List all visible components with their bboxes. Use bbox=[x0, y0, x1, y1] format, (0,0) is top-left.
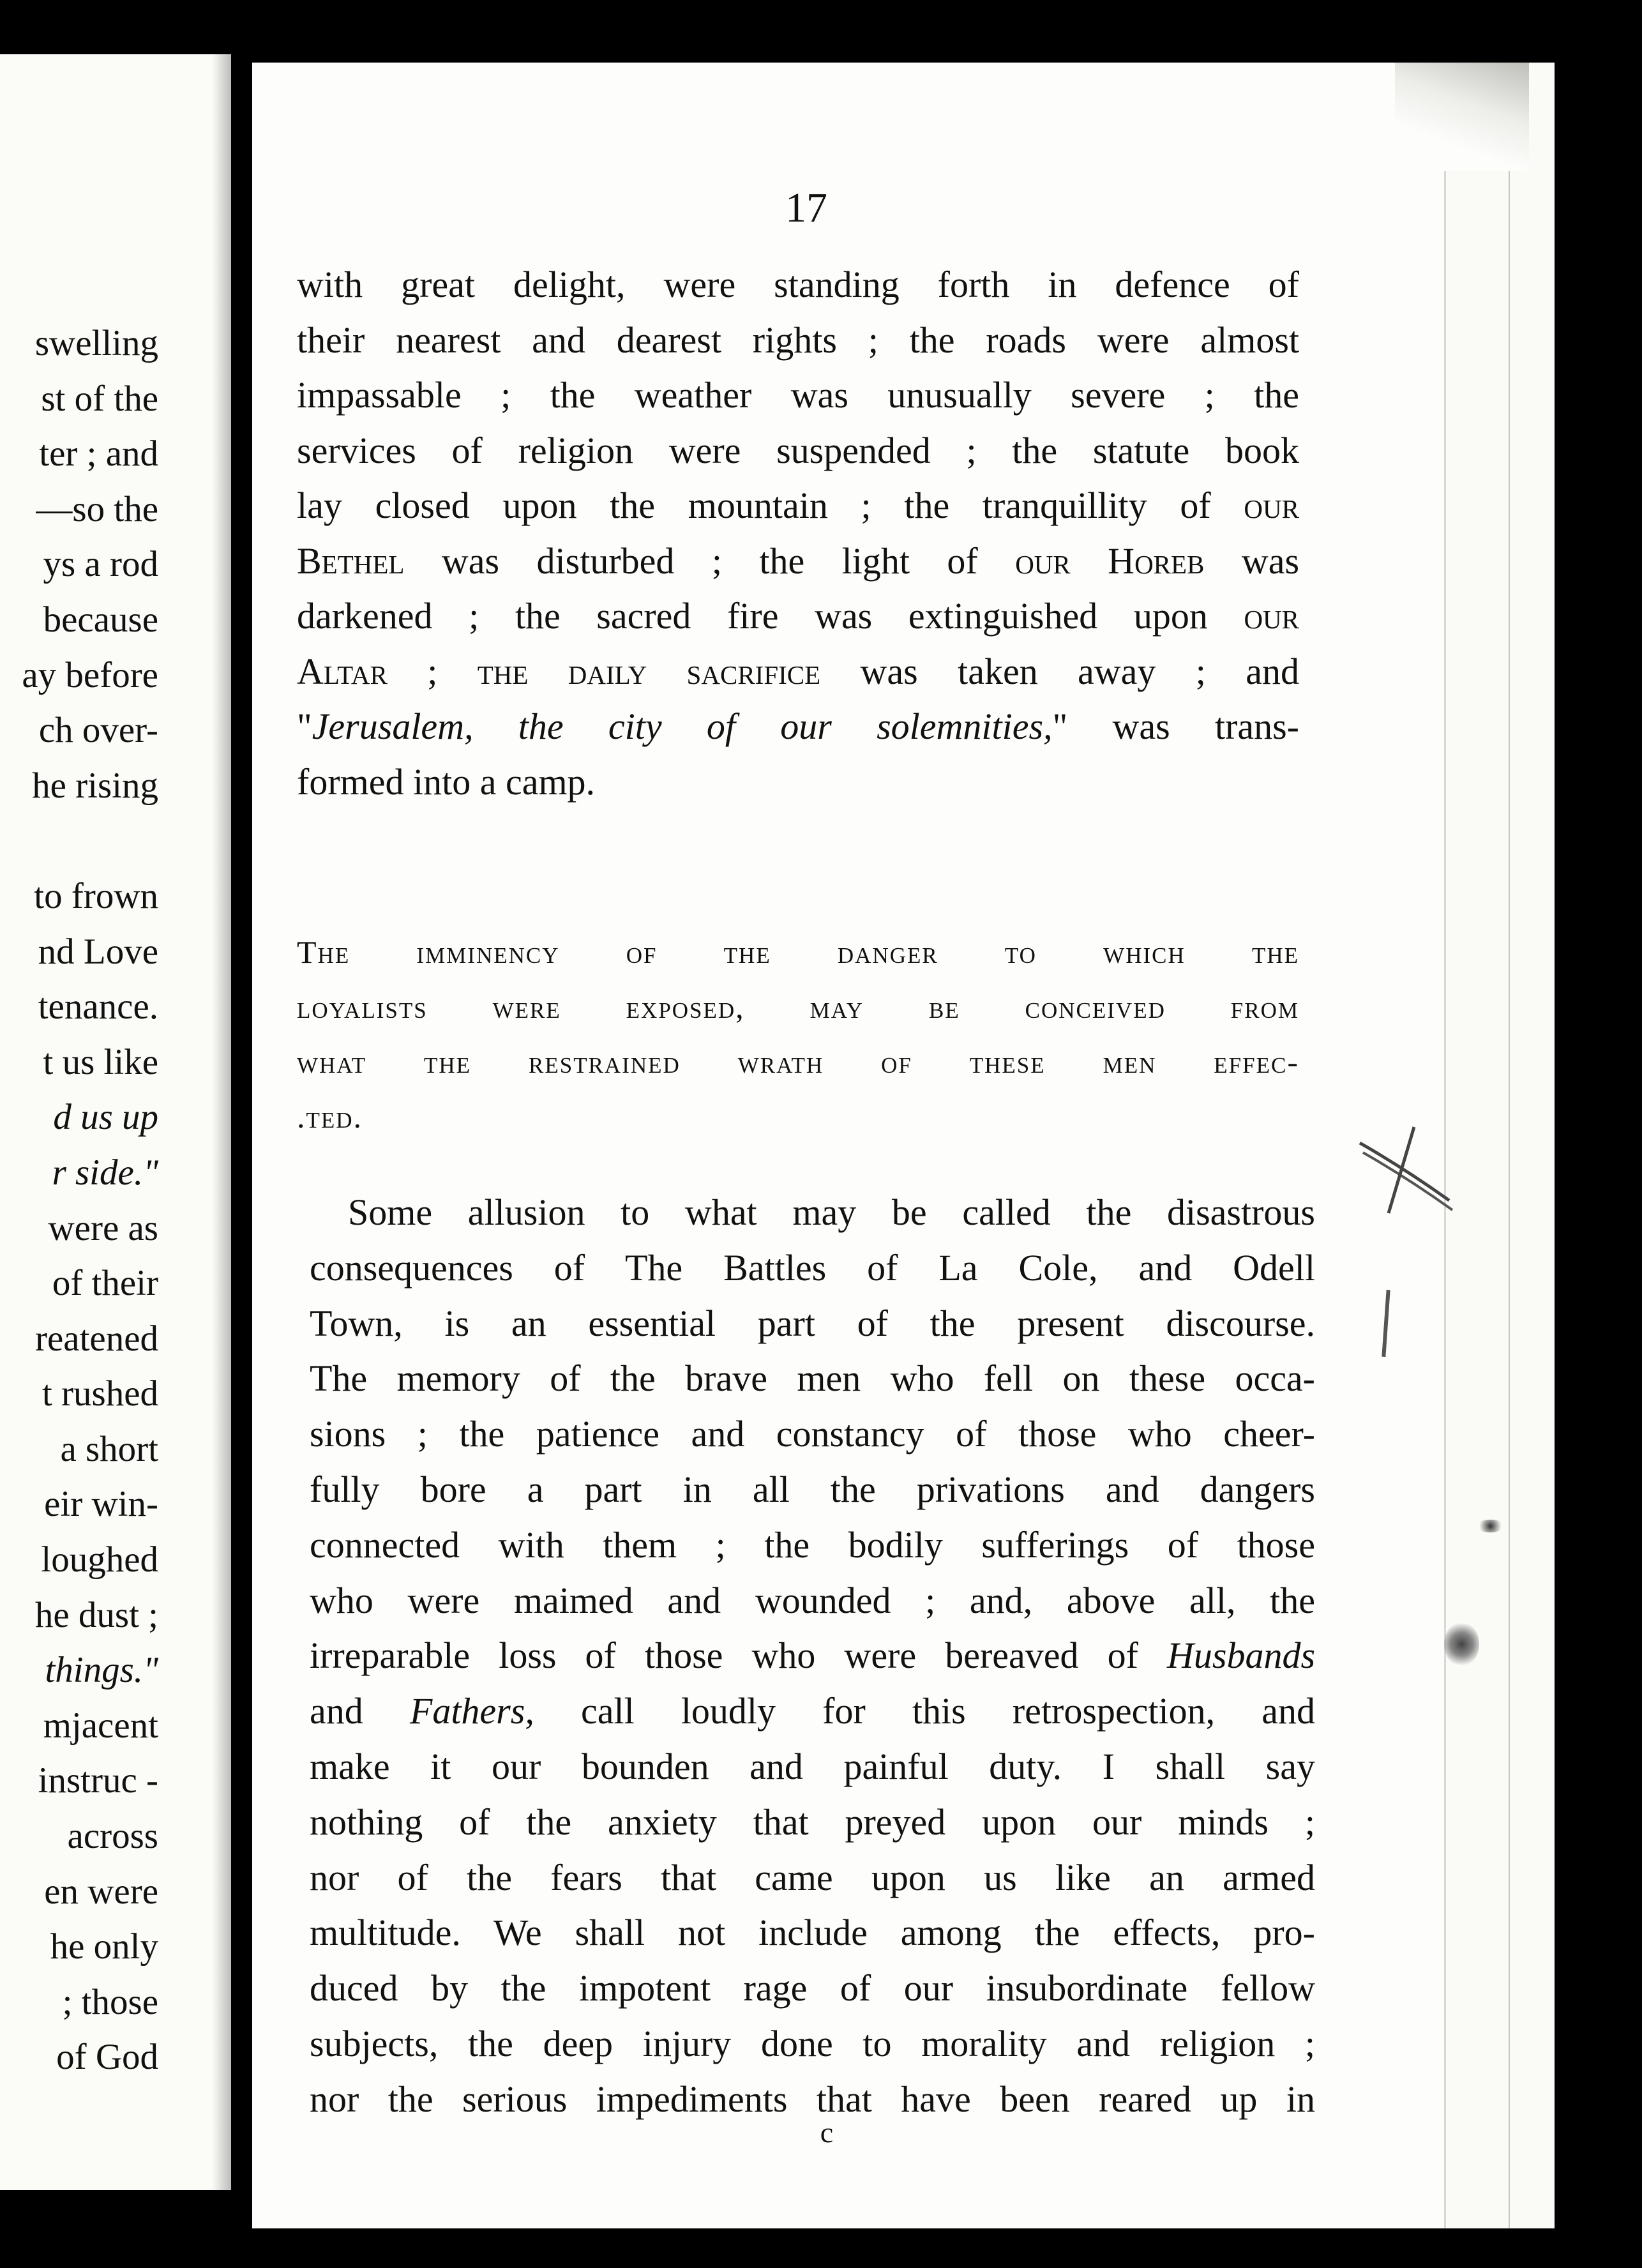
text-line: sions ; the patience and constancy of those who cheer- bbox=[310, 1413, 1315, 1455]
ink-smudge bbox=[1476, 1520, 1505, 1532]
small-caps-text: Altar ; bbox=[297, 650, 438, 692]
small-caps-text: Bethel bbox=[297, 540, 405, 582]
previous-page-line: ter ; and bbox=[39, 434, 158, 474]
text-segment: and bbox=[310, 1690, 363, 1732]
text-line: subjects, the deep injury done to morality and religion ; bbox=[310, 2022, 1315, 2064]
previous-page-line: —so the bbox=[36, 488, 158, 529]
previous-page-line: ch over- bbox=[38, 710, 158, 751]
previous-page-text bbox=[0, 316, 158, 2085]
italic-quote: Jerusalem, the city of our solemnities, bbox=[312, 706, 1053, 747]
signature-mark: c bbox=[820, 2116, 834, 2149]
previous-page-line: he rising bbox=[32, 765, 158, 806]
previous-page-line: eir win- bbox=[44, 1484, 158, 1525]
previous-page-line: nd Love bbox=[38, 931, 158, 972]
previous-page-line: of God bbox=[56, 2037, 158, 2078]
text-line: formed into a camp. bbox=[297, 760, 596, 803]
text-segment: " was trans- bbox=[1052, 706, 1300, 747]
text-line: nor the serious impediments that have been reared up in bbox=[310, 2078, 1315, 2120]
small-caps-text: our bbox=[1244, 485, 1299, 526]
text-segment: irreparable loss of those who were bereaved of bbox=[310, 1635, 1138, 1677]
text-line: consequences of The Battles of La Cole, and Odell bbox=[310, 1246, 1315, 1289]
paragraph bbox=[310, 1185, 1315, 2128]
text-segment: " bbox=[297, 706, 312, 747]
heading-line: The imminency of the danger to which the bbox=[297, 934, 1299, 970]
italic-word: Husbands bbox=[1166, 1635, 1316, 1677]
text-line bbox=[297, 478, 1299, 534]
previous-page-line: mjacent bbox=[43, 1705, 158, 1746]
text-line bbox=[297, 699, 1299, 755]
text-segment: was taken away ; and bbox=[860, 650, 1299, 692]
text-line: nothing of the anxiety that preyed upon our minds ; bbox=[310, 1801, 1315, 1843]
text-segment: was disturbed ; the light of bbox=[441, 540, 978, 582]
previous-page-line: d us up bbox=[53, 1097, 158, 1138]
previous-page-line: t us like bbox=[43, 1041, 158, 1082]
small-caps-text: our bbox=[1244, 595, 1300, 637]
previous-page-line: to frown bbox=[34, 875, 158, 916]
previous-page-line: en were bbox=[44, 1871, 158, 1912]
previous-page-line: a short bbox=[60, 1428, 158, 1469]
page-corner-curl bbox=[1395, 63, 1529, 171]
previous-page-line: st of the bbox=[41, 378, 158, 419]
italic-word: Fathers, bbox=[409, 1690, 534, 1732]
text-line: duced by the impotent rage of our insubordinate fellow bbox=[310, 1967, 1315, 2009]
previous-page-fragment bbox=[0, 54, 231, 2190]
small-caps-text: the daily sacrifice bbox=[477, 650, 821, 692]
previous-page-line: instruc - bbox=[38, 1760, 158, 1801]
heading-line: what the restrained wrath of these men effec- bbox=[297, 1044, 1299, 1080]
previous-page-line: were as bbox=[48, 1207, 158, 1248]
previous-page-line: swelling bbox=[34, 323, 158, 363]
previous-page-line: ay before bbox=[22, 654, 158, 695]
previous-page-line: because bbox=[43, 599, 158, 640]
text-line: services of religion were suspended ; the statute book bbox=[297, 429, 1299, 471]
text-line: fully bore a part in all the privations and dangers bbox=[310, 1468, 1315, 1510]
text-line bbox=[310, 1684, 1315, 1739]
previous-page-line: r side." bbox=[52, 1152, 158, 1193]
ink-smudge bbox=[1444, 1622, 1479, 1667]
text-segment: lay closed upon the mountain ; the tranquillity of bbox=[297, 485, 1211, 526]
text-line: multitude. We shall not include among the effects, pro- bbox=[310, 1912, 1315, 1954]
previous-page-line bbox=[0, 813, 158, 869]
heading-line: .ted. bbox=[297, 1099, 363, 1135]
pencil-cross-mark bbox=[1353, 1124, 1462, 1220]
text-line: Town, is an essential part of the present discourse. bbox=[310, 1302, 1315, 1344]
previous-page-line: of their bbox=[52, 1263, 158, 1304]
paragraph-continued bbox=[297, 257, 1299, 810]
gutter-shadow bbox=[212, 54, 231, 2190]
text-line: nor of the fears that came upon us like an armed bbox=[310, 1856, 1315, 1898]
previous-page-line: things." bbox=[45, 1650, 158, 1691]
text-segment: call loudly for this retrospection, and bbox=[580, 1690, 1316, 1732]
previous-page-line: ys a rod bbox=[43, 544, 158, 585]
previous-page-line: ; those bbox=[62, 1981, 158, 2022]
text-line: Some allusion to what may be called the disastrous bbox=[348, 1191, 1315, 1233]
text-line: make it our bounden and painful duty. I shall say bbox=[310, 1745, 1315, 1787]
previous-page-line: tenance. bbox=[38, 987, 158, 1027]
text-line: who were maimed and wounded ; and, above all, the bbox=[310, 1579, 1315, 1621]
text-line bbox=[297, 589, 1299, 644]
previous-page-line: across bbox=[67, 1816, 158, 1857]
page-number: 17 bbox=[785, 185, 827, 231]
previous-page-line: he only bbox=[50, 1926, 158, 1967]
text-line: with great delight, were standing forth in defence of bbox=[297, 264, 1299, 305]
text-line bbox=[297, 534, 1299, 589]
text-segment: was bbox=[1241, 540, 1300, 582]
text-line bbox=[310, 1628, 1315, 1684]
previous-page-line: t rushed bbox=[41, 1373, 158, 1414]
text-line: impassable ; the weather was unusually severe ; the bbox=[297, 374, 1299, 416]
previous-page-line: he dust ; bbox=[34, 1594, 158, 1635]
section-heading bbox=[297, 925, 1299, 1144]
text-line: their nearest and dearest rights ; the roads were almost bbox=[297, 319, 1299, 361]
text-line: connected with them ; the bodily sufferings of those bbox=[310, 1523, 1315, 1566]
heading-line: loyalists were exposed, may be conceived from bbox=[297, 989, 1299, 1025]
previous-page-line: loughed bbox=[41, 1539, 158, 1580]
page-edge-line bbox=[1509, 63, 1510, 2228]
text-line: The memory of the brave men who fell on these occa- bbox=[310, 1357, 1315, 1400]
text-line bbox=[297, 644, 1299, 700]
previous-page-line: reatened bbox=[34, 1318, 158, 1359]
text-segment: darkened ; the sacred fire was extinguished upon bbox=[297, 595, 1208, 637]
small-caps-text: our Horeb bbox=[1015, 540, 1205, 582]
